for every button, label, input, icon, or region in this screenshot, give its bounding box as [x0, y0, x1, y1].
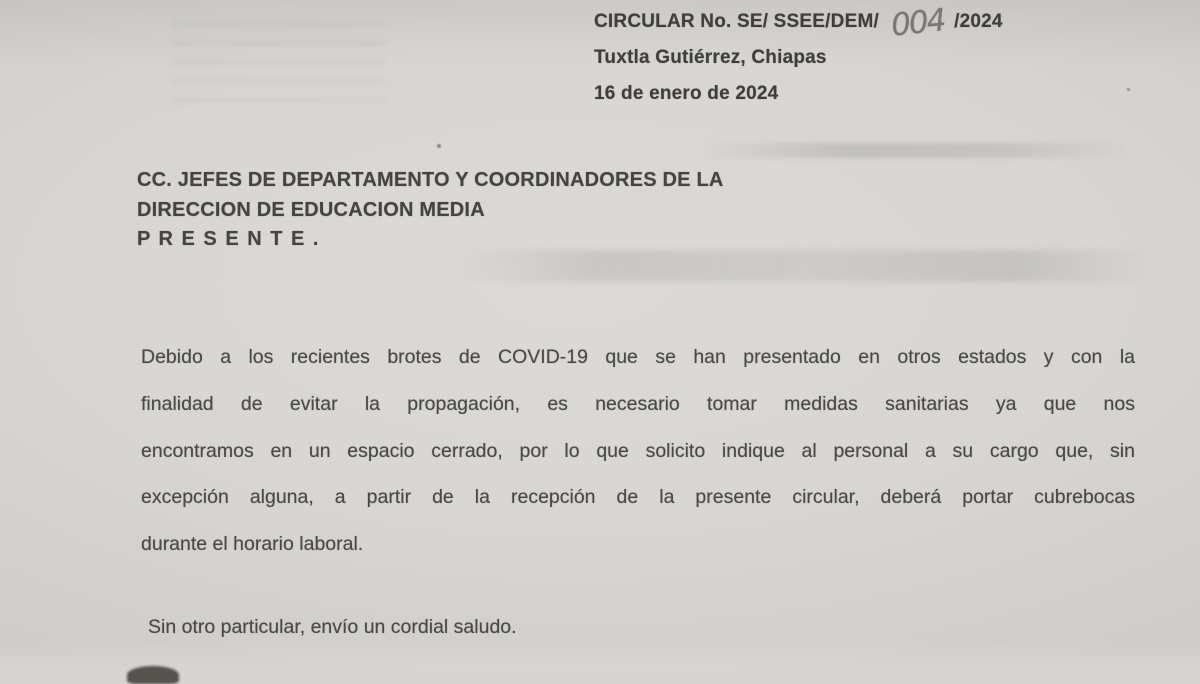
recipient-line-3: P R E S E N T E .: [137, 228, 320, 250]
body-paragraph: [141, 334, 1135, 568]
recipient-line-1: CC. JEFES DE DEPARTAMENTO Y COORDINADORES DE LA: [137, 169, 724, 191]
date-line: 16 de enero de 2024: [594, 83, 779, 104]
body-line: finalidad de evitar la propagación, es necesario tomar medidas sanitarias ya que nos: [141, 392, 1135, 415]
circular-number-line: [594, 2, 1003, 44]
letter-header: [594, 4, 1003, 112]
cutoff-signature-mark: [127, 666, 179, 684]
paper-speck: [1127, 88, 1130, 91]
bleedthrough-smudge: [455, 250, 1155, 282]
bleedthrough-smudge: [172, 22, 387, 104]
body-line: Debido a los recientes brotes de COVID-19 que se han presentado en otros estados y con la: [141, 346, 1135, 368]
recipient-line-2: DIRECCION DE EDUCACION MEDIA: [137, 198, 485, 221]
circular-number-prefix: CIRCULAR No. SE/ SSEE/DEM/: [594, 11, 879, 32]
paper-speck: [437, 144, 441, 148]
bleedthrough-smudge: [700, 143, 1130, 158]
body-line: encontramos en un espacio cerrado, por lo que solicito indique al personal a su cargo que, sin: [141, 439, 1135, 462]
circular-number-suffix: /2024: [954, 11, 1003, 32]
closing-line: Sin otro particular, envío un cordial saludo.: [148, 616, 517, 638]
body-line: excepción alguna, a partir de la recepción de la presente circular, deberá portar cubrebocas: [141, 486, 1135, 509]
place-line: Tuxtla Gutiérrez, Chiapas: [594, 47, 827, 68]
recipient-block: [137, 166, 724, 255]
handwritten-folio-number: 004: [889, 2, 947, 44]
body-line: durante el horario laboral.: [141, 533, 364, 556]
